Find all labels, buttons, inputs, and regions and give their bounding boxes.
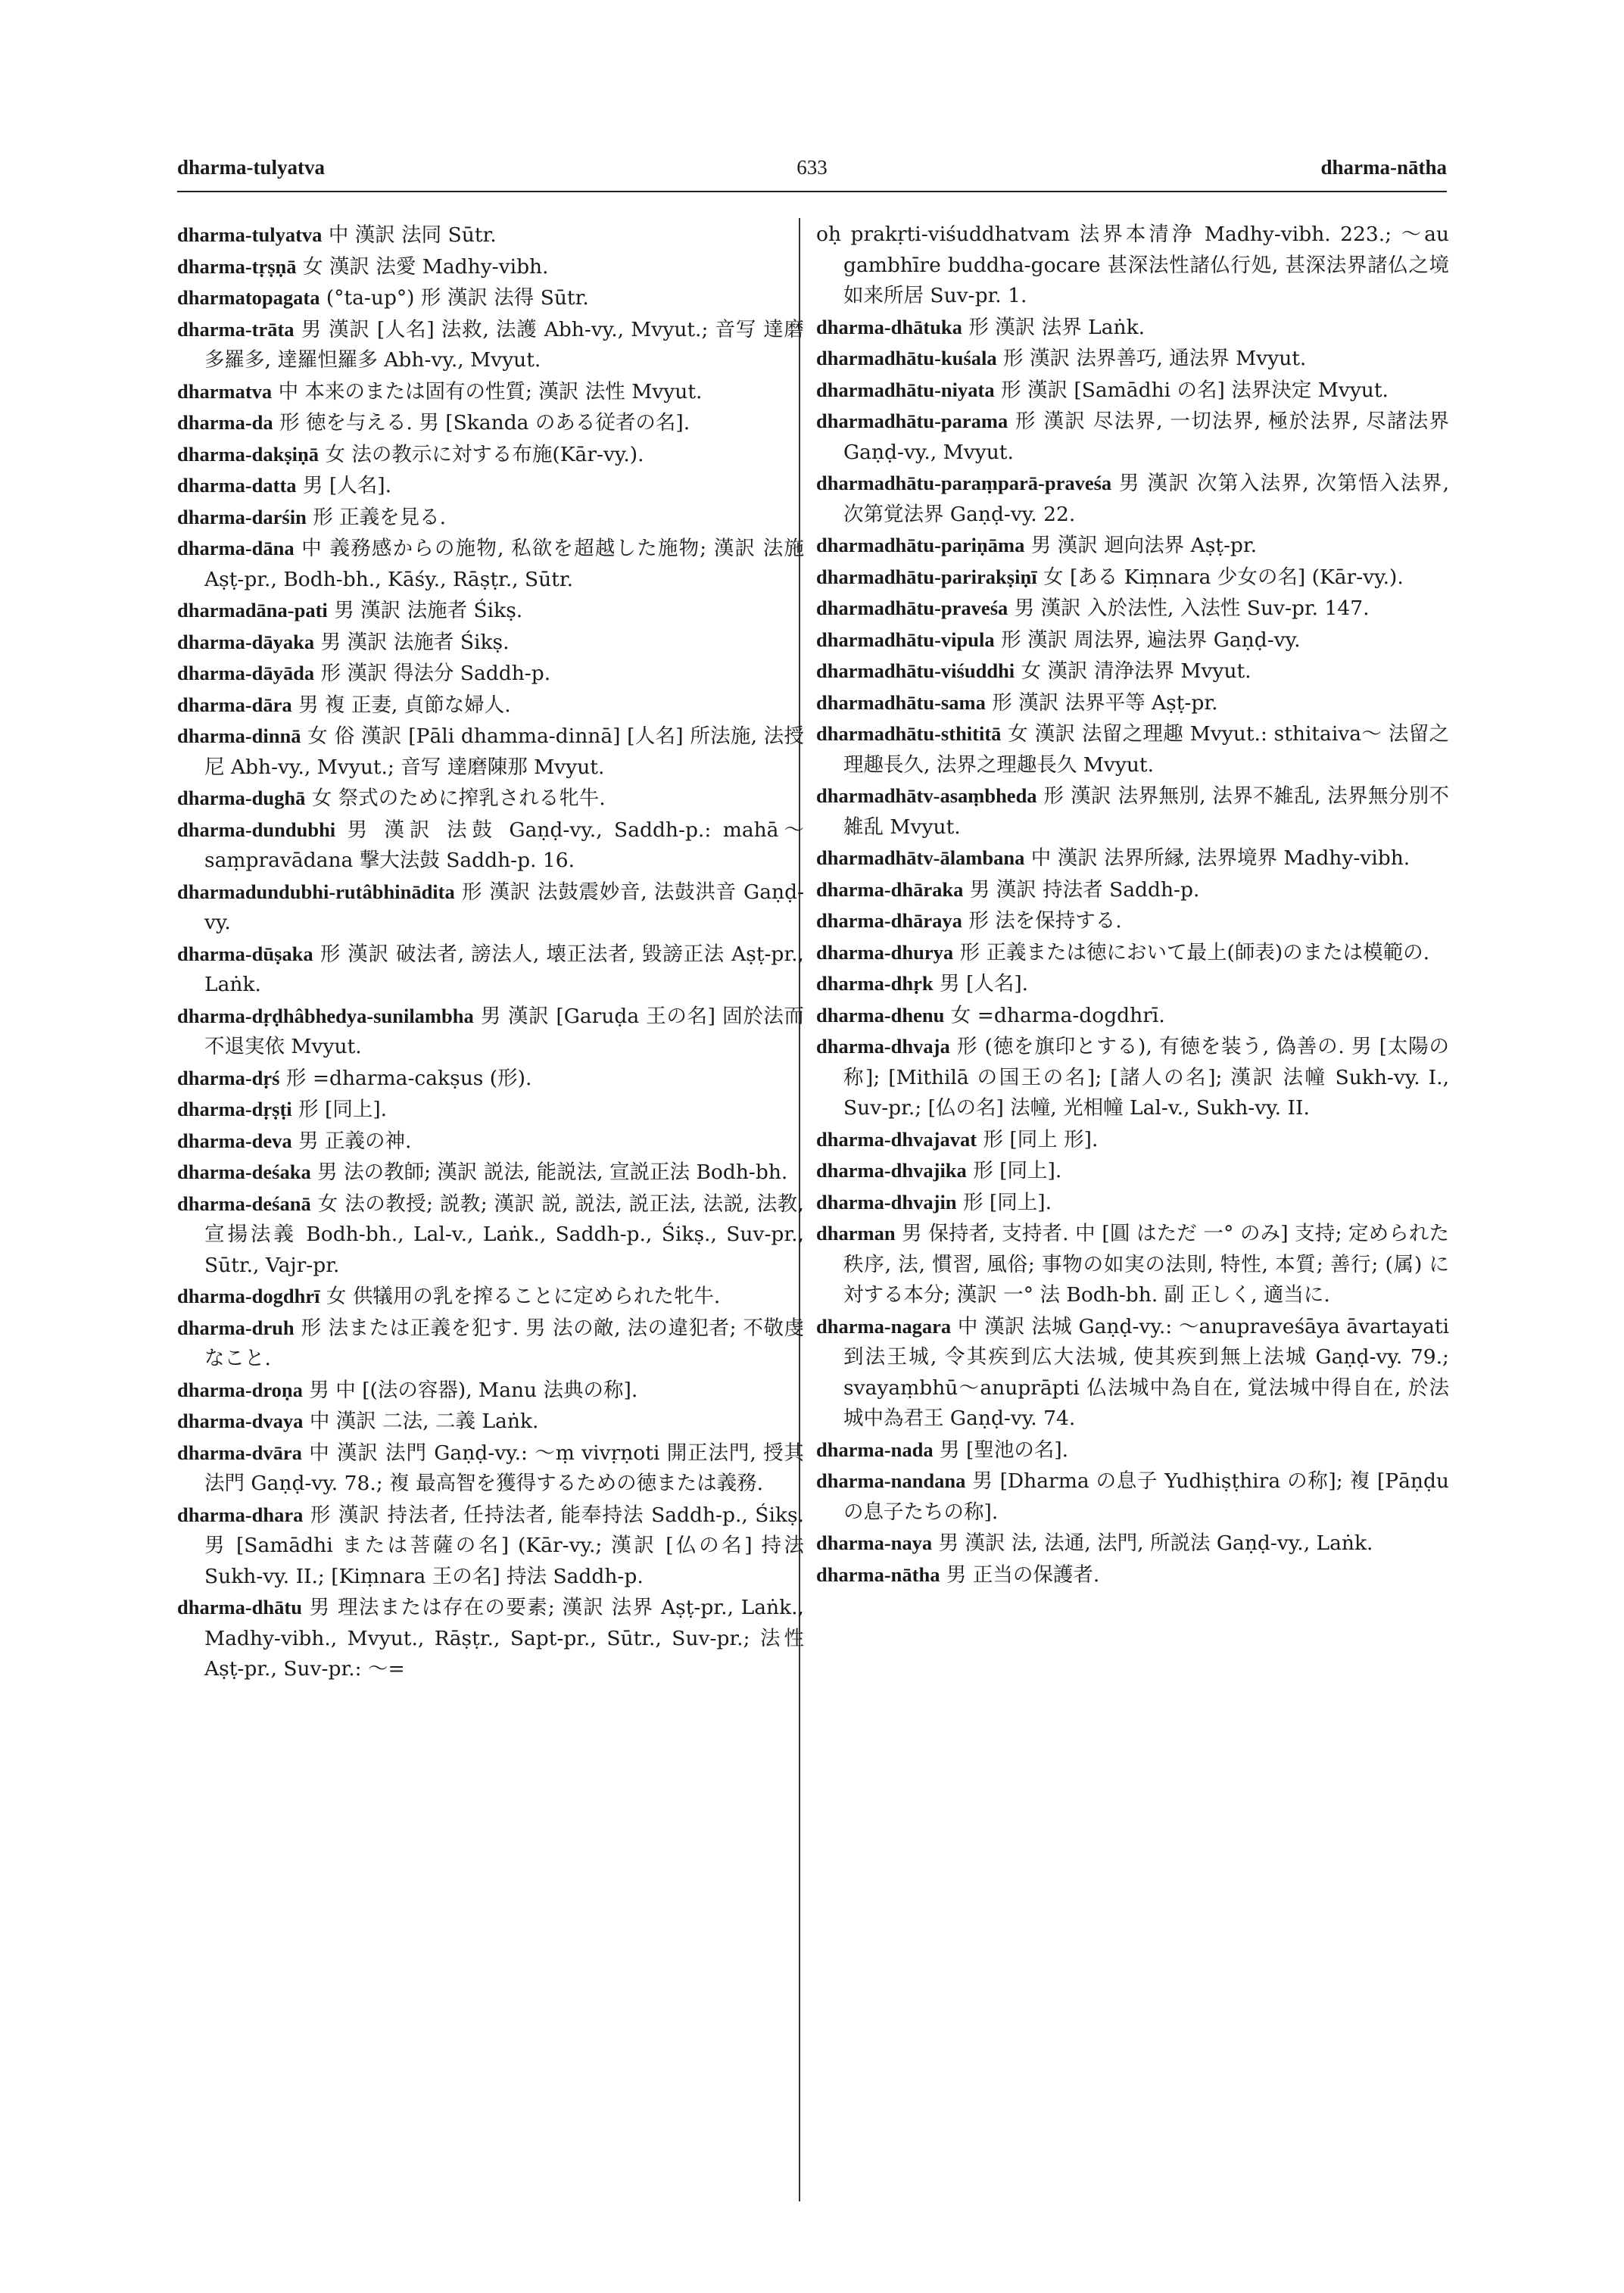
- headword: dharma-druh: [177, 1316, 295, 1339]
- dictionary-entry: [177, 1189, 804, 1282]
- headword: dharma-nandana: [816, 1469, 966, 1492]
- headword: dharma-darśin: [177, 505, 307, 528]
- definition: 形 [同上].: [962, 1190, 1052, 1214]
- definition: 形 漢訳 法界無別, 法界不雑乱, 法界無分別不雑乱 Mvyut.: [843, 784, 1449, 839]
- definition: 男 漢訳 法鼓 Gaṇḍ-vy., Saddh-p.: mahā～saṃpravādana 撃大法鼓 Saddh-p. 16.: [204, 818, 804, 872]
- dictionary-entry: [177, 439, 804, 471]
- definition: 中 漢訳 二法, 二義 Laṅk.: [309, 1410, 539, 1433]
- headword: dharma-trāta: [177, 317, 295, 341]
- headword: dharma-dṛṣṭi: [177, 1098, 292, 1120]
- page-number: 633: [796, 156, 828, 179]
- definition: 形 漢訳 持法者, 任持法者, 能奉持法 Saddh-p., Śikṣ. 男 [Samādhi または菩薩の名] (Kār-vy.; 漢訳 [仏の名] 持法 Sukh-vy. II.; [Kiṃnara 王の名] 持法 Saddh-p.: [204, 1503, 804, 1588]
- definition: 形 漢訳 周法界, 遍法界 Gaṇḍ-vy.: [1001, 628, 1301, 652]
- headword: dharmadhātv-ālambana: [816, 846, 1025, 869]
- dictionary-entry: [816, 220, 1449, 312]
- headword: dharma-naya: [816, 1531, 933, 1554]
- definition: 形 漢訳 法界善巧, 通法界 Mvyut.: [1003, 347, 1307, 370]
- definition: 男 漢訳 [人名] 法救, 法護 Abh-vy., Mvyut.; 音写 達磨多羅多, 達羅怛羅多 Abh-vy., Mvyut.: [204, 317, 804, 372]
- dictionary-entry: [816, 1466, 1449, 1528]
- dictionary-entry: [816, 1000, 1449, 1032]
- definition: 男 漢訳 法, 法通, 法門, 所説法 Gaṇḍ-vy., Laṅk.: [938, 1531, 1373, 1555]
- headword: dharma-dhātuka: [816, 315, 962, 338]
- dictionary-entry: [177, 721, 804, 783]
- definition: 男 漢訳 [Garuḍa 王の名] 固於法而不退実依 Mvyut.: [204, 1004, 804, 1058]
- dictionary-entry: [816, 1187, 1449, 1219]
- definition: 形 =dharma-cakṣus (形).: [285, 1066, 532, 1090]
- dictionary-entry: [177, 220, 804, 251]
- headword: dharmatopagata: [177, 286, 320, 309]
- dictionary-entry: [816, 874, 1449, 906]
- dictionary-entry: [177, 1500, 804, 1593]
- dictionary-entry: [177, 1063, 804, 1095]
- headword: dharma-dvāra: [177, 1441, 302, 1464]
- definition: 形 [同上].: [298, 1098, 388, 1121]
- dictionary-entry: [816, 968, 1449, 1000]
- definition: 女 漢訳 法留之理趣 Mvyut.: sthitaiva～ 法留之理趣長久, 法界之理趣長久 Mvyut.: [843, 722, 1449, 777]
- dictionary-entry: [177, 1094, 804, 1126]
- definition: 女 漢訳 清浄法界 Mvyut.: [1021, 659, 1252, 683]
- definition: 中 漢訳 法界所縁, 法界境界 Madhy-vibh.: [1030, 846, 1410, 870]
- definition: oḥ prakṛti-viśuddhatvam 法界本清浄 Madhy-vibh. 223.; ～au gambhīre buddha-gocare 甚深法性諸仏行処, 甚深法界諸仏之境如来所居 Suv-pr. 1.: [816, 223, 1449, 307]
- headword: dharmadhātu-parama: [816, 410, 1008, 432]
- headword: dharma-nada: [816, 1438, 934, 1461]
- definition: 形 [同上 形].: [983, 1127, 1099, 1151]
- dictionary-entry: [816, 1435, 1449, 1466]
- dictionary-entry: [816, 468, 1449, 530]
- dictionary-entry: [177, 470, 804, 502]
- definition: 男 [聖池の名].: [940, 1438, 1069, 1462]
- dictionary-entry: [816, 1155, 1449, 1187]
- definition: 形 漢訳 得法分 Saddh-p.: [320, 662, 551, 685]
- definition: 形 正義を見る.: [313, 505, 447, 529]
- definition: 形 漢訳 尽法界, 一切法界, 極於法界, 尽諸法界 Gaṇḍ-vy., Mvyut.: [843, 410, 1449, 464]
- definition: 形 法または正義を犯す. 男 法の敵, 法の違犯者; 不敬虔なこと.: [204, 1316, 804, 1370]
- headword: dharma-datta: [177, 474, 297, 497]
- headword: dharma-tṛṣṇā: [177, 254, 297, 278]
- headword: dharma-dhvajika: [816, 1159, 967, 1182]
- headword: dharma-dāyaka: [177, 630, 315, 653]
- headword: dharma-dhāraka: [816, 877, 964, 901]
- dictionary-entry: [816, 406, 1449, 468]
- headword: dharmadhātu-sama: [816, 690, 986, 714]
- headword: dharmadhātu-praveśa: [816, 597, 1008, 619]
- definition: 男 [Dharma の息子 Yudhiṣṭhira の称]; 複 [Pāṇḍu の息子たちの称].: [843, 1469, 1449, 1524]
- dictionary-entry: [816, 656, 1449, 687]
- headword: dharma-dhāraya: [816, 909, 962, 932]
- definition: (°ta-up°) 形 漢訳 法得 Sūtr.: [326, 286, 589, 310]
- definition: 男 複 正妻, 貞節な婦人.: [298, 693, 511, 717]
- dictionary-entry: [816, 1124, 1449, 1156]
- headword: dharma-dhṛk: [816, 972, 934, 995]
- dictionary-entry: [816, 375, 1449, 407]
- headword: dharma-dundubhi: [177, 818, 336, 841]
- headword: dharmadhātu-paraṃparā-praveśa: [816, 472, 1112, 494]
- dictionary-entry: [177, 1406, 804, 1438]
- headword: dharma-dṛś: [177, 1066, 280, 1089]
- definition: 男 [人名].: [302, 474, 391, 497]
- definition: 中 漢訳 法門 Gaṇḍ-vy.: ～ṃ vivṛṇoti 開正法門, 授其法門 Gaṇḍ-vy. 78.; 複 最高智を獲得するための徳または義務.: [204, 1441, 804, 1495]
- headword: dharma-nagara: [816, 1314, 952, 1338]
- dictionary-entry: [816, 343, 1449, 375]
- headword: dharma-dhenu: [816, 1003, 945, 1027]
- headword: dharmadhātu-sthititā: [816, 722, 1002, 745]
- definition: 中 漢訳 法同 Sūtr.: [328, 223, 497, 247]
- headword: dharma-dinnā: [177, 724, 301, 747]
- definition: 形 徳を与える. 男 [Skanda のある従者の名].: [279, 411, 690, 435]
- dictionary-entry: [177, 815, 804, 877]
- headword: dharma-dughā: [177, 787, 306, 809]
- dictionary-entry: [816, 1311, 1449, 1435]
- definition: 形 漢訳 法界 Laṅk.: [968, 315, 1146, 339]
- dictionary-entry: [816, 625, 1449, 656]
- dictionary-entry: [816, 312, 1449, 344]
- dictionary-entry: [177, 502, 804, 534]
- dictionary-entry: [816, 1528, 1449, 1559]
- left-column: [177, 220, 804, 2248]
- definition: 男 法の教師; 漢訳 説法, 能説法, 宣説正法 Bodh-bh.: [317, 1161, 788, 1184]
- definition: 女 [ある Kiṃnara 少女の名] (Kār-vy.).: [1043, 565, 1404, 589]
- dictionary-entry: [177, 1438, 804, 1500]
- dictionary-entry: [816, 593, 1449, 625]
- headword: dharmadhātu-niyata: [816, 378, 995, 401]
- definition: 男 漢訳 持法者 Saddh-p.: [969, 877, 1200, 902]
- dictionary-entry: [177, 282, 804, 314]
- definition: 女 法の教示に対する布施(Kār-vy.).: [325, 442, 644, 466]
- dictionary-entry: [816, 1218, 1449, 1311]
- headword: dharma-dhvajin: [816, 1190, 957, 1213]
- right-column: [816, 220, 1449, 2248]
- dictionary-entry: [177, 407, 804, 439]
- headword: dharma-dhvaja: [816, 1035, 950, 1058]
- definition: 形 法を保持する.: [968, 909, 1122, 933]
- dictionary-entry: [177, 1592, 804, 1685]
- headword: dharma-dāna: [177, 537, 295, 559]
- headword: dharmadhātv-asaṃbheda: [816, 784, 1037, 807]
- headword: dharma-nātha: [816, 1562, 940, 1586]
- definition: 男 正当の保護者.: [946, 1562, 1100, 1587]
- dictionary-entry: [816, 937, 1449, 969]
- definition: 男 漢訳 次第入法界, 次第悟入法界, 次第覚法界 Gaṇḍ-vy. 22.: [843, 472, 1449, 526]
- definition: 男 保持者, 支持者. 中 [圓 はただ 一° のみ] 支持; 定められた秩序, 法, 慣習, 風俗; 事物の如実の法則, 特性, 本質; 善行; (属) に対する本分; 漢訳 一° 法 Bodh-bh. 副 正しく, 適当に.: [843, 1222, 1449, 1307]
- headword: dharma-tulyatva: [177, 223, 323, 246]
- dictionary-entry: [816, 905, 1449, 937]
- definition: 形 (徳を旗印とする), 有徳を装う, 偽善の. 男 [太陽の称]; [Mithilā の国王の名]; [諸人の名]; 漢訳 法幢 Sukh-vy. I., Suv-pr.; [仏の名] 法幢, 光相幢 Lal-v., Sukh-vy. II.: [843, 1035, 1449, 1120]
- headword: dharma-dakṣiṇā: [177, 442, 320, 466]
- headword: dharma-dāra: [177, 693, 292, 716]
- dictionary-entry: [177, 533, 804, 595]
- headword: dharma-deśaka: [177, 1161, 311, 1183]
- definition: 男 漢訳 迴向法界 Aṣṭ-pr.: [1030, 534, 1258, 557]
- definition: 男 [人名].: [940, 972, 1029, 995]
- dictionary-entry: [816, 530, 1449, 562]
- dictionary-entry: [816, 562, 1449, 594]
- headword: dharma-dāyāda: [177, 662, 315, 684]
- dictionary-entry: [177, 690, 804, 721]
- dictionary-entry: [177, 595, 804, 627]
- dictionary-entry: [816, 687, 1449, 719]
- definition: 形 漢訳 [Samādhi の名] 法界決定 Mvyut.: [1001, 378, 1389, 402]
- headword: dharman: [816, 1222, 896, 1245]
- definition: 形 漢訳 破法者, 謗法人, 壊正法者, 毀謗正法 Aṣṭ-pr., Laṅk.: [204, 942, 804, 996]
- page-header: [177, 156, 1447, 192]
- headword: dharmadundubhi-rutâbhinādita: [177, 880, 455, 903]
- dictionary-entry: [177, 877, 804, 939]
- definition: 男 漢訳 法施者 Śikṣ.: [320, 630, 510, 654]
- dictionary-entry: [177, 314, 804, 376]
- dictionary-entry: [177, 1001, 804, 1063]
- definition: 形 [同上].: [973, 1159, 1062, 1182]
- dictionary-entry: [177, 251, 804, 283]
- headword: dharmadāna-pati: [177, 599, 328, 622]
- headword: dharmadhātu-kuśala: [816, 347, 997, 369]
- definition: 中 本来のまたは固有の性質; 漢訳 法性 Mvyut.: [278, 379, 703, 403]
- definition: 中 義務感からの施物, 私欲を超越した施物; 漢訳 法施 Aṣṭ-pr., Bodh-bh., Kāśy., Rāṣṭr., Sūtr.: [204, 537, 804, 591]
- headword: dharma-dūṣaka: [177, 942, 313, 965]
- definition: 男 中 [(法の容器), Manu 法典の称].: [309, 1378, 638, 1402]
- definition: 中 漢訳 法城 Gaṇḍ-vy.: ～anupraveśāya āvartayati 到法王城, 令其疾到広大法城, 使其疾到無上法城 Gaṇḍ-vy. 79.; svayaṃbhū～anuprāpti 仏法城中為自在, 覚法城中得自在, 於法城中為君王 Gaṇḍ-vy. 74.: [843, 1314, 1449, 1430]
- headword: dharma-dṛḍhâbhedya-sunilambha: [177, 1004, 474, 1027]
- dictionary-entry: [177, 1375, 804, 1407]
- dictionary-entry: [177, 658, 804, 690]
- headword: dharmadhātu-pariṇāma: [816, 534, 1025, 556]
- dictionary-entry: [177, 939, 804, 1001]
- headword: dharma-dhara: [177, 1503, 304, 1526]
- dictionary-entry: [816, 1031, 1449, 1124]
- dictionary-entry: [177, 1157, 804, 1189]
- headword: dharmatva: [177, 379, 273, 403]
- headword: dharma-dvaya: [177, 1410, 304, 1432]
- headword: dharmadhātu-vipula: [816, 628, 995, 651]
- dictionary-entry: [177, 1126, 804, 1157]
- dictionary-entry: [816, 780, 1449, 843]
- running-head-left: dharma-tulyatva: [177, 156, 325, 179]
- headword: dharmadhātu-parirakṣiṇī: [816, 565, 1037, 588]
- definition: 女 俗 漢訳 [Pāli dhamma-dinnā] [人名] 所法施, 法授尼 Abh-vy., Mvyut.; 音写 達磨陳那 Mvyut.: [204, 724, 804, 779]
- definition: 男 理法または存在の要素; 漢訳 法界 Aṣṭ-pr., Laṅk., Madhy-vibh., Mvyut., Rāṣṭr., Sapt-pr., Sūtr., Suv-pr.; 法性 Aṣṭ-pr., Suv-pr.: ～=: [204, 1596, 804, 1681]
- definition: 女 法の教授; 説教; 漢訳 説, 説法, 説正法, 法説, 法教, 宣揚法義 Bodh-bh., Lal-v., Laṅk., Saddh-p., Śikṣ., Suv-pr., Sūtr., Vajr-pr.: [204, 1192, 804, 1277]
- definition: 男 漢訳 入於法性, 入法性 Suv-pr. 147.: [1014, 597, 1370, 620]
- definition: 男 正義の神.: [298, 1129, 412, 1153]
- dictionary-entry: [177, 1313, 804, 1375]
- definition: 形 正義または徳において最上(師表)のまたは模範の.: [959, 940, 1430, 964]
- dictionary-entry: [816, 843, 1449, 874]
- headword: dharmadhātu-viśuddhi: [816, 659, 1015, 682]
- definition: 形 漢訳 法鼓震妙音, 法鼓洪音 Gaṇḍ-vy.: [204, 880, 804, 934]
- definition: 女 =dharma-dogdhrī.: [950, 1003, 1165, 1027]
- dictionary-entry: [177, 376, 804, 408]
- definition: 男 漢訳 法施者 Śikṣ.: [334, 599, 523, 622]
- dictionary-entry: [177, 627, 804, 659]
- headword: dharma-da: [177, 411, 273, 434]
- dictionary-entry: [816, 1559, 1449, 1591]
- headword: dharma-dhurya: [816, 940, 954, 964]
- headword: dharma-dhvajavat: [816, 1127, 977, 1151]
- headword: dharma-deśanā: [177, 1192, 311, 1215]
- headword: dharma-deva: [177, 1129, 292, 1152]
- headword: dharma-dogdhrī: [177, 1285, 320, 1307]
- headword: dharma-droṇa: [177, 1378, 303, 1401]
- dictionary-entry: [177, 1281, 804, 1313]
- dictionary-entry: [177, 783, 804, 815]
- definition: 女 漢訳 法愛 Madhy-vibh.: [302, 254, 549, 279]
- headword: dharma-dhātu: [177, 1596, 302, 1618]
- definition: 女 供犠用の乳を搾ることに定められた牝牛.: [326, 1285, 721, 1308]
- definition: 女 祭式のために搾乳される牝牛.: [311, 787, 606, 810]
- definition: 形 漢訳 法界平等 Aṣṭ-pr.: [992, 690, 1218, 715]
- running-head-right: dharma-nātha: [1320, 156, 1447, 179]
- dictionary-entry: [816, 718, 1449, 780]
